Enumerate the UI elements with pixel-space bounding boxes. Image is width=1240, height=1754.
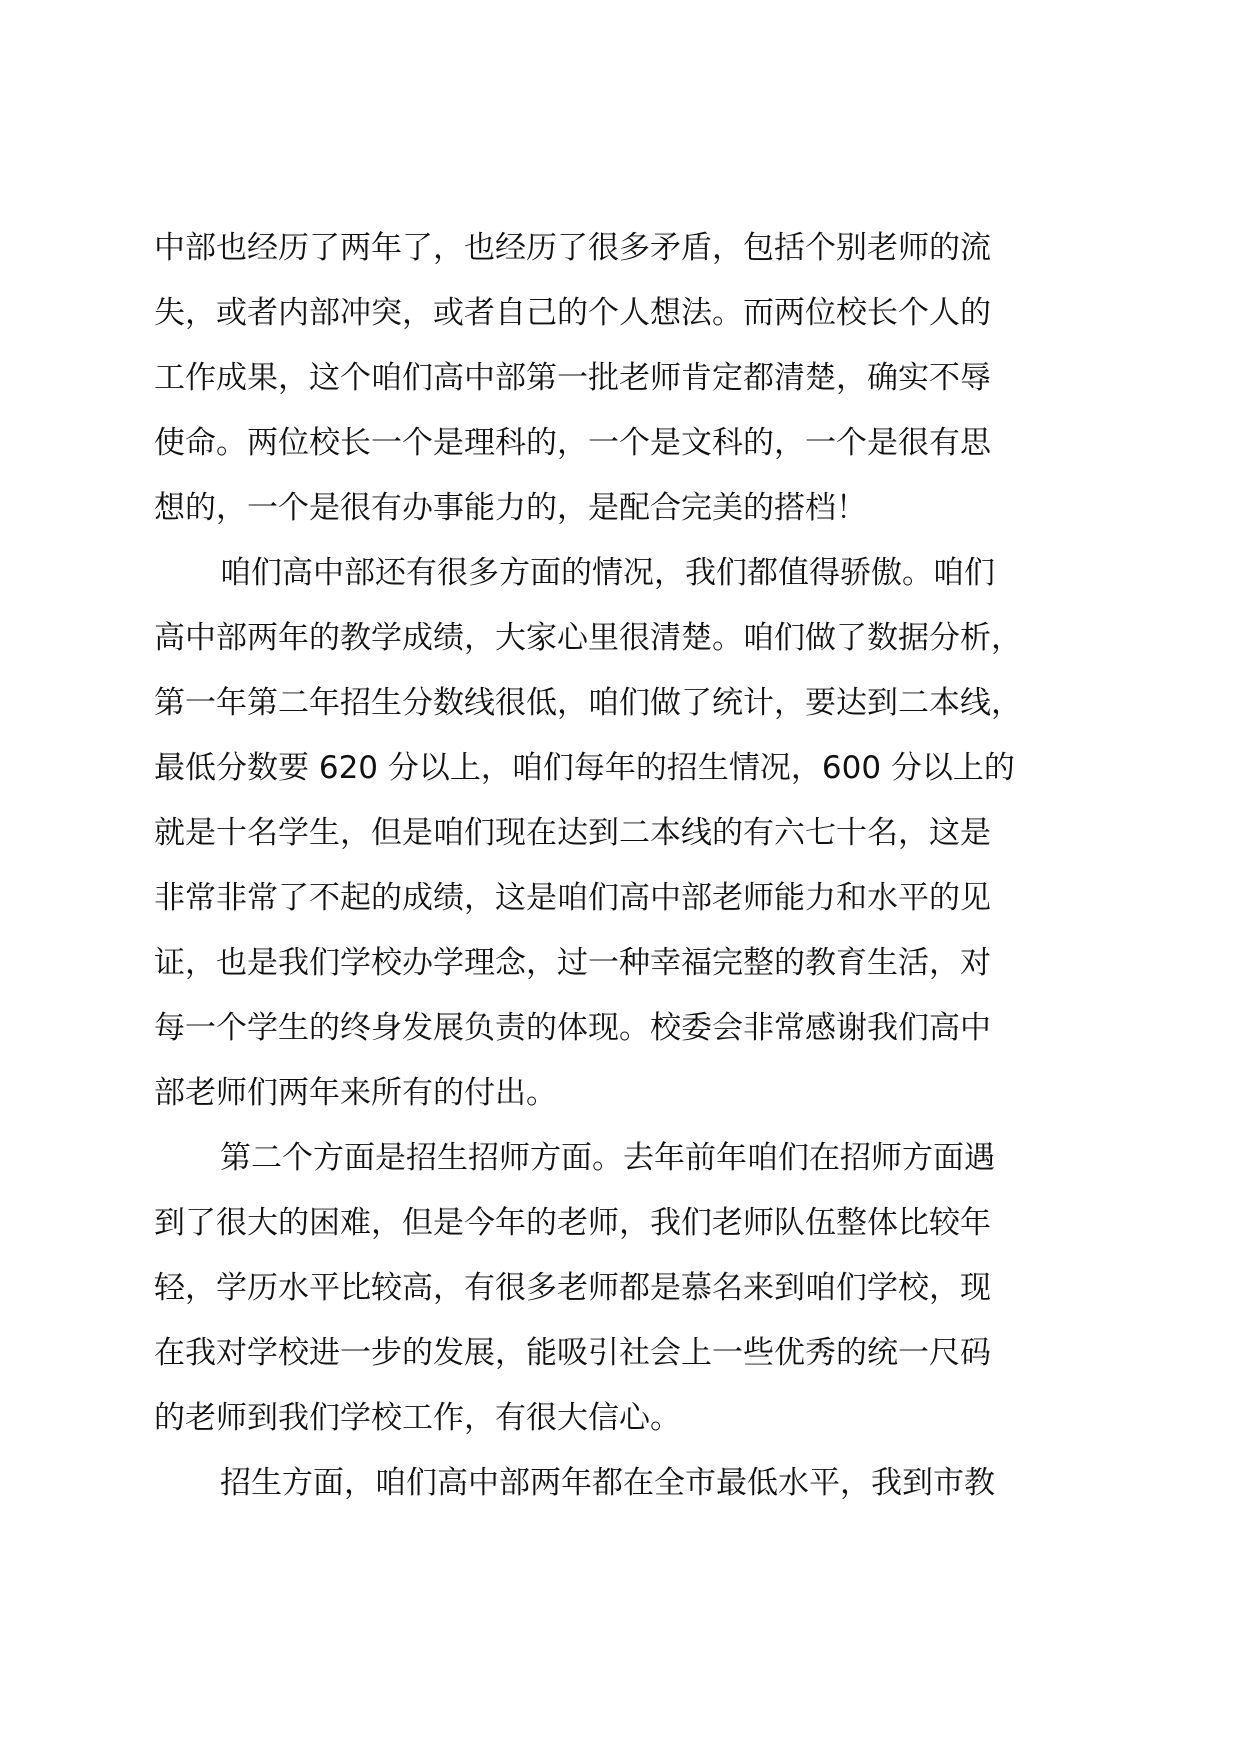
text-line: 的老师到我们学校工作，有很大信心。 (154, 1400, 681, 1436)
text-line: 工作成果，这个咱们高中部第一批老师肯定都清楚，确实不辱 (154, 360, 991, 396)
body-text (154, 216, 1114, 1516)
paragraph-first-line: 招生方面，咱们高中部两年都在全市最低水平，我到市教 (220, 1465, 995, 1501)
text-line: 轻，学历水平比较高，有很多老师都是慕名来到咱们学校，现 (154, 1270, 991, 1306)
text-line: 部老师们两年来所有的付出。 (154, 1075, 557, 1111)
text-line: 就是十名学生，但是咱们现在达到二本线的有六七十名，这是 (154, 815, 991, 851)
text-line: 在我对学校进一步的发展，能吸引社会上一些优秀的统一尺码 (154, 1335, 991, 1371)
paragraph-first-line: 咱们高中部还有很多方面的情况，我们都值得骄傲。咱们 (220, 555, 995, 591)
text-line: 中部也经历了两年了，也经历了很多矛盾，包括个别老师的流 (154, 230, 991, 266)
text-line: 到了很大的困难，但是今年的老师，我们老师队伍整体比较年 (154, 1205, 991, 1241)
text-line: 最低分数要 620 分以上，咱们每年的招生情况，600 分以上的 (154, 750, 1015, 786)
text-line: 失，或者内部冲突，或者自己的个人想法。而两位校长个人的 (154, 295, 991, 331)
text-line: 证，也是我们学校办学理念，过一种幸福完整的教育生活，对 (154, 945, 991, 981)
text-line: 想的，一个是很有办事能力的，是配合完美的搭档！ (154, 490, 867, 526)
text-line: 每一个学生的终身发展负责的体现。校委会非常感谢我们高中 (154, 1010, 991, 1046)
text-line: 第一年第二年招生分数线很低，咱们做了统计，要达到二本线， (154, 685, 1022, 721)
paragraph-first-line: 第二个方面是招生招师方面。去年前年咱们在招师方面遇 (220, 1140, 995, 1176)
text-line: 使命。两位校长一个是理科的，一个是文科的，一个是很有思 (154, 425, 991, 461)
text-line: 高中部两年的教学成绩，大家心里很清楚。咱们做了数据分析， (154, 620, 1022, 656)
text-line: 非常非常了不起的成绩，这是咱们高中部老师能力和水平的见 (154, 880, 991, 916)
